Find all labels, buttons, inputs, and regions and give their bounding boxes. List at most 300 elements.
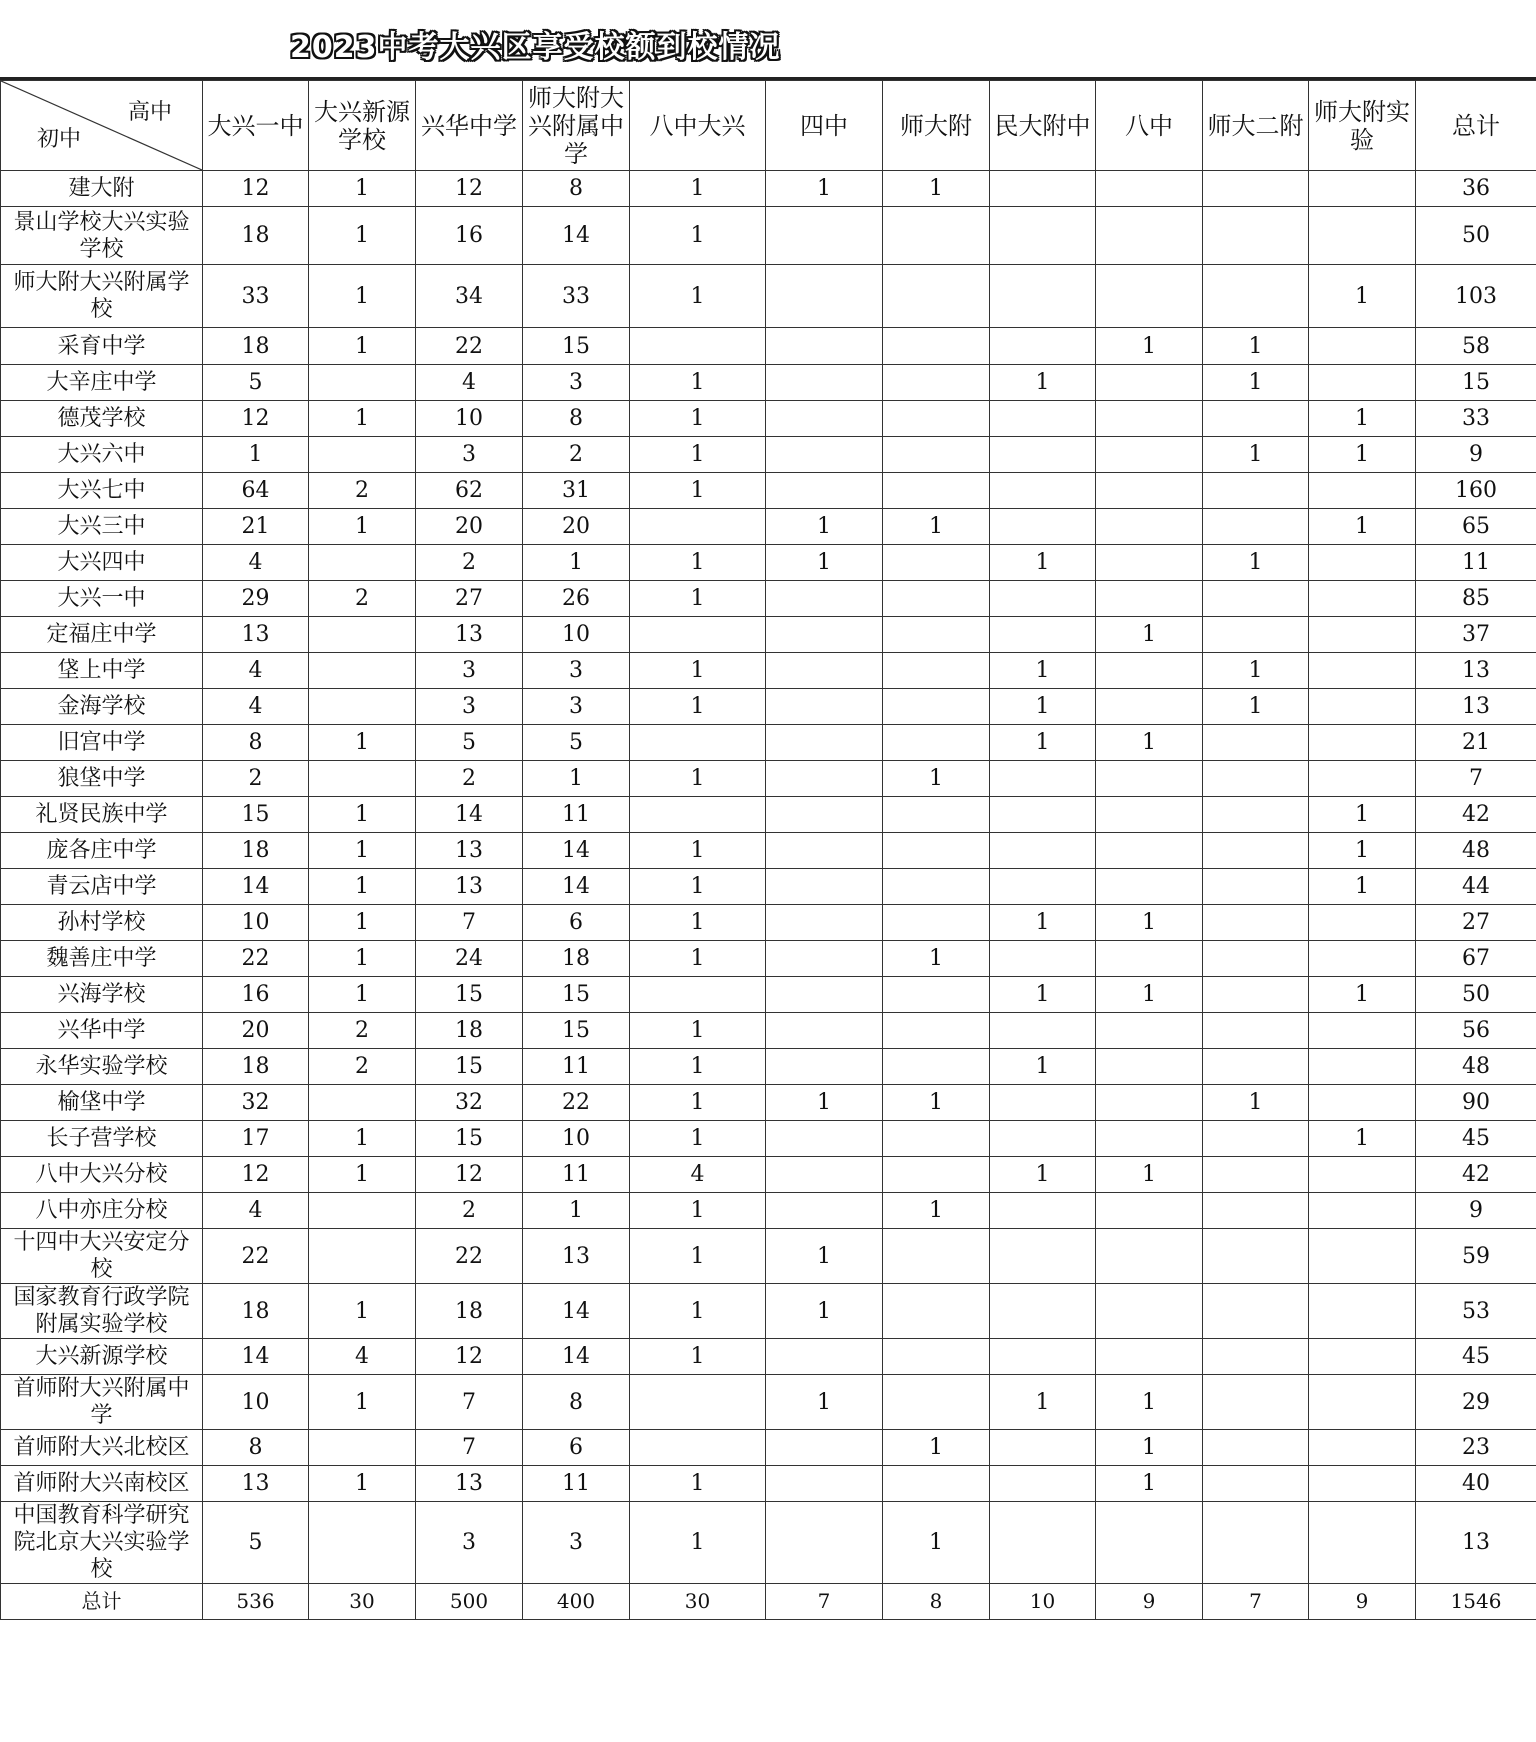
quota-cell bbox=[1203, 509, 1309, 545]
quota-cell: 1 bbox=[630, 941, 766, 977]
quota-cell bbox=[309, 365, 416, 401]
quota-cell: 1 bbox=[630, 1466, 766, 1502]
quota-cell: 2 bbox=[309, 581, 416, 617]
quota-cell: 1 bbox=[309, 328, 416, 365]
quota-cell: 1 bbox=[309, 905, 416, 941]
quota-cell bbox=[883, 1157, 990, 1193]
quota-cell: 1 bbox=[1203, 653, 1309, 689]
quota-cell bbox=[1203, 1502, 1309, 1584]
quota-cell: 1 bbox=[883, 761, 990, 797]
quota-cell: 42 bbox=[1416, 1157, 1536, 1193]
quota-cell bbox=[1096, 265, 1203, 328]
quota-cell: 1 bbox=[630, 833, 766, 869]
table-row bbox=[1, 797, 1536, 833]
quota-cell bbox=[1203, 761, 1309, 797]
quota-cell: 22 bbox=[203, 1229, 309, 1284]
quota-cell: 13 bbox=[1416, 653, 1536, 689]
table-row bbox=[1, 725, 1536, 761]
school-name-cell: 垡上中学 bbox=[1, 653, 203, 689]
quota-cell: 1 bbox=[630, 1049, 766, 1085]
quota-cell: 1 bbox=[990, 545, 1096, 581]
table-row bbox=[1, 653, 1536, 689]
quota-cell bbox=[990, 437, 1096, 473]
quota-cell bbox=[766, 1502, 883, 1584]
quota-cell: 29 bbox=[203, 581, 309, 617]
quota-cell: 14 bbox=[523, 207, 630, 265]
quota-cell bbox=[1309, 653, 1416, 689]
quota-cell bbox=[630, 797, 766, 833]
title-bar bbox=[0, 0, 1536, 80]
quota-cell bbox=[1309, 1502, 1416, 1584]
quota-cell: 1 bbox=[309, 207, 416, 265]
quota-cell bbox=[883, 833, 990, 869]
quota-cell: 50 bbox=[1416, 207, 1536, 265]
quota-cell: 1 bbox=[630, 869, 766, 905]
quota-cell: 6 bbox=[523, 905, 630, 941]
quota-cell bbox=[883, 653, 990, 689]
school-name-cell: 孙村学校 bbox=[1, 905, 203, 941]
quota-cell: 1 bbox=[766, 1284, 883, 1339]
school-name-cell: 大兴新源学校 bbox=[1, 1339, 203, 1375]
quota-cell: 1 bbox=[883, 1502, 990, 1584]
quota-cell bbox=[1203, 725, 1309, 761]
quota-cell: 18 bbox=[203, 1049, 309, 1085]
quota-cell: 1 bbox=[990, 905, 1096, 941]
quota-cell: 4 bbox=[630, 1157, 766, 1193]
quota-cell bbox=[883, 905, 990, 941]
quota-cell: 1 bbox=[630, 545, 766, 581]
quota-cell: 13 bbox=[523, 1229, 630, 1284]
quota-cell: 22 bbox=[523, 1085, 630, 1121]
quota-cell: 3 bbox=[523, 1502, 630, 1584]
quota-cell bbox=[1096, 207, 1203, 265]
table-row bbox=[1, 171, 1536, 207]
school-name-cell: 庞各庄中学 bbox=[1, 833, 203, 869]
table-row bbox=[1, 1430, 1536, 1466]
quota-cell: 1 bbox=[630, 1502, 766, 1584]
quota-cell: 4 bbox=[203, 689, 309, 725]
quota-cell: 1 bbox=[1309, 437, 1416, 473]
school-name-cell: 德茂学校 bbox=[1, 401, 203, 437]
quota-cell: 11 bbox=[523, 1466, 630, 1502]
column-header: 兴华中学 bbox=[416, 81, 523, 171]
quota-cell: 1 bbox=[630, 1193, 766, 1229]
quota-cell bbox=[309, 689, 416, 725]
quota-cell: 1 bbox=[1096, 1375, 1203, 1430]
school-name-cell: 大兴四中 bbox=[1, 545, 203, 581]
quota-cell bbox=[766, 833, 883, 869]
table-row bbox=[1, 473, 1536, 509]
quota-cell: 1 bbox=[630, 689, 766, 725]
quota-cell bbox=[309, 1229, 416, 1284]
quota-cell bbox=[766, 797, 883, 833]
school-name-cell: 大兴六中 bbox=[1, 437, 203, 473]
school-name-cell: 首师附大兴附属中学 bbox=[1, 1375, 203, 1430]
quota-cell bbox=[766, 653, 883, 689]
quota-cell: 1 bbox=[1203, 328, 1309, 365]
quota-cell: 1 bbox=[990, 1157, 1096, 1193]
quota-cell: 65 bbox=[1416, 509, 1536, 545]
quota-cell bbox=[1309, 545, 1416, 581]
quota-cell bbox=[1096, 1229, 1203, 1284]
quota-cell bbox=[309, 1502, 416, 1584]
column-header: 师大附实验 bbox=[1309, 81, 1416, 171]
quota-cell bbox=[766, 1013, 883, 1049]
quota-cell: 15 bbox=[416, 977, 523, 1013]
quota-cell: 22 bbox=[416, 1229, 523, 1284]
quota-cell bbox=[990, 761, 1096, 797]
table-row bbox=[1, 1339, 1536, 1375]
quota-cell: 3 bbox=[523, 653, 630, 689]
quota-cell: 1 bbox=[883, 1193, 990, 1229]
quota-cell: 1 bbox=[883, 941, 990, 977]
quota-cell bbox=[1096, 509, 1203, 545]
quota-cell: 11 bbox=[523, 1157, 630, 1193]
quota-cell: 1 bbox=[766, 509, 883, 545]
quota-cell bbox=[309, 617, 416, 653]
quota-cell: 14 bbox=[203, 1339, 309, 1375]
quota-cell: 1 bbox=[309, 1157, 416, 1193]
quota-cell bbox=[1309, 1013, 1416, 1049]
quota-cell bbox=[883, 1375, 990, 1430]
header-row bbox=[1, 81, 1536, 171]
quota-cell bbox=[1096, 1284, 1203, 1339]
table-row bbox=[1, 509, 1536, 545]
quota-cell bbox=[630, 977, 766, 1013]
quota-cell bbox=[990, 207, 1096, 265]
quota-cell: 21 bbox=[203, 509, 309, 545]
quota-cell bbox=[990, 265, 1096, 328]
quota-cell bbox=[1203, 171, 1309, 207]
quota-cell: 33 bbox=[523, 265, 630, 328]
quota-cell: 33 bbox=[203, 265, 309, 328]
quota-cell: 1 bbox=[766, 1229, 883, 1284]
quota-cell: 12 bbox=[203, 1157, 309, 1193]
quota-cell: 1 bbox=[766, 545, 883, 581]
quota-cell: 1 bbox=[309, 725, 416, 761]
quota-cell: 11 bbox=[523, 1049, 630, 1085]
quota-cell: 1 bbox=[1096, 617, 1203, 653]
total-cell: 9 bbox=[1096, 1584, 1203, 1620]
quota-cell: 1 bbox=[630, 1339, 766, 1375]
column-header: 民大附中 bbox=[990, 81, 1096, 171]
quota-cell bbox=[990, 581, 1096, 617]
quota-cell: 1 bbox=[309, 977, 416, 1013]
quota-cell: 1 bbox=[1309, 977, 1416, 1013]
quota-cell bbox=[1309, 1466, 1416, 1502]
quota-cell: 5 bbox=[416, 725, 523, 761]
quota-cell bbox=[990, 1193, 1096, 1229]
quota-cell: 10 bbox=[203, 905, 309, 941]
quota-cell bbox=[1309, 581, 1416, 617]
quota-cell: 9 bbox=[1416, 1193, 1536, 1229]
quota-cell: 1 bbox=[309, 265, 416, 328]
quota-cell bbox=[990, 869, 1096, 905]
quota-cell: 15 bbox=[416, 1121, 523, 1157]
quota-cell: 18 bbox=[203, 207, 309, 265]
quota-cell bbox=[1096, 1085, 1203, 1121]
quota-cell bbox=[766, 207, 883, 265]
quota-cell bbox=[990, 509, 1096, 545]
table-body bbox=[1, 171, 1536, 1620]
quota-cell: 1 bbox=[630, 1229, 766, 1284]
quota-cell bbox=[1203, 1375, 1309, 1430]
quota-cell: 8 bbox=[523, 171, 630, 207]
quota-cell: 2 bbox=[309, 473, 416, 509]
quota-cell: 1 bbox=[309, 509, 416, 545]
quota-cell bbox=[1309, 473, 1416, 509]
quota-cell: 33 bbox=[1416, 401, 1536, 437]
quota-cell bbox=[1096, 171, 1203, 207]
quota-cell bbox=[766, 761, 883, 797]
table-row bbox=[1, 1375, 1536, 1430]
quota-cell bbox=[1096, 689, 1203, 725]
quota-cell: 67 bbox=[1416, 941, 1536, 977]
quota-cell: 1 bbox=[1096, 1430, 1203, 1466]
column-header: 四中 bbox=[766, 81, 883, 171]
quota-cell bbox=[309, 653, 416, 689]
school-name-cell: 旧宫中学 bbox=[1, 725, 203, 761]
quota-cell bbox=[883, 869, 990, 905]
quota-cell: 1 bbox=[1203, 689, 1309, 725]
quota-cell bbox=[883, 265, 990, 328]
quota-cell bbox=[1309, 171, 1416, 207]
school-name-cell: 狼垡中学 bbox=[1, 761, 203, 797]
quota-cell: 3 bbox=[416, 689, 523, 725]
quota-cell: 32 bbox=[416, 1085, 523, 1121]
quota-cell bbox=[766, 1466, 883, 1502]
quota-cell: 1 bbox=[1203, 437, 1309, 473]
total-cell: 500 bbox=[416, 1584, 523, 1620]
table-row bbox=[1, 941, 1536, 977]
school-name-cell: 景山学校大兴实验学校 bbox=[1, 207, 203, 265]
quota-cell bbox=[990, 1502, 1096, 1584]
table-row bbox=[1, 581, 1536, 617]
quota-cell: 3 bbox=[523, 689, 630, 725]
quota-cell bbox=[883, 725, 990, 761]
quota-cell: 1 bbox=[630, 761, 766, 797]
quota-cell: 6 bbox=[523, 1430, 630, 1466]
quota-cell bbox=[990, 617, 1096, 653]
quota-cell: 40 bbox=[1416, 1466, 1536, 1502]
quota-cell: 1 bbox=[630, 401, 766, 437]
quota-cell: 1 bbox=[630, 1121, 766, 1157]
column-header: 师大附 bbox=[883, 81, 990, 171]
table-row bbox=[1, 265, 1536, 328]
quota-cell bbox=[309, 437, 416, 473]
quota-cell bbox=[309, 1193, 416, 1229]
column-header: 师大二附 bbox=[1203, 81, 1309, 171]
quota-cell: 2 bbox=[523, 437, 630, 473]
quota-cell bbox=[630, 1430, 766, 1466]
quota-cell: 59 bbox=[1416, 1229, 1536, 1284]
quota-cell: 32 bbox=[203, 1085, 309, 1121]
quota-cell: 34 bbox=[416, 265, 523, 328]
quota-cell bbox=[990, 401, 1096, 437]
quota-cell: 1 bbox=[1309, 401, 1416, 437]
quota-cell bbox=[1096, 365, 1203, 401]
table-row bbox=[1, 977, 1536, 1013]
quota-cell: 50 bbox=[1416, 977, 1536, 1013]
quota-cell: 26 bbox=[523, 581, 630, 617]
quota-cell bbox=[1309, 207, 1416, 265]
quota-cell bbox=[1309, 1229, 1416, 1284]
quota-cell bbox=[1203, 977, 1309, 1013]
table-row bbox=[1, 1284, 1536, 1339]
quota-cell bbox=[766, 617, 883, 653]
quota-cell bbox=[883, 473, 990, 509]
quota-cell: 64 bbox=[203, 473, 309, 509]
quota-cell: 48 bbox=[1416, 1049, 1536, 1085]
quota-cell bbox=[1309, 1157, 1416, 1193]
quota-cell: 1 bbox=[1309, 1121, 1416, 1157]
school-name-cell: 礼贤民族中学 bbox=[1, 797, 203, 833]
quota-cell: 21 bbox=[1416, 725, 1536, 761]
corner-header bbox=[1, 81, 203, 171]
quota-cell bbox=[883, 617, 990, 653]
total-cell: 400 bbox=[523, 1584, 630, 1620]
quota-cell bbox=[883, 401, 990, 437]
quota-cell: 1 bbox=[1309, 833, 1416, 869]
total-row bbox=[1, 1584, 1536, 1620]
quota-cell bbox=[990, 473, 1096, 509]
school-name-cell: 中国教育科学研究院北京大兴实验学校 bbox=[1, 1502, 203, 1584]
quota-cell: 8 bbox=[523, 1375, 630, 1430]
quota-cell: 1 bbox=[309, 1466, 416, 1502]
quota-cell bbox=[766, 437, 883, 473]
quota-cell: 1 bbox=[630, 473, 766, 509]
quota-cell bbox=[1203, 401, 1309, 437]
quota-cell bbox=[1096, 833, 1203, 869]
quota-cell bbox=[766, 1121, 883, 1157]
quota-cell: 14 bbox=[523, 1284, 630, 1339]
quota-cell: 20 bbox=[416, 509, 523, 545]
quota-cell: 18 bbox=[203, 833, 309, 869]
quota-cell: 13 bbox=[203, 1466, 309, 1502]
quota-cell: 36 bbox=[1416, 171, 1536, 207]
quota-cell: 5 bbox=[523, 725, 630, 761]
total-cell: 1546 bbox=[1416, 1584, 1536, 1620]
quota-cell: 2 bbox=[203, 761, 309, 797]
quota-cell: 1 bbox=[1096, 905, 1203, 941]
quota-cell bbox=[883, 1229, 990, 1284]
table-row bbox=[1, 1229, 1536, 1284]
school-name-cell: 十四中大兴安定分校 bbox=[1, 1229, 203, 1284]
quota-cell bbox=[1203, 1121, 1309, 1157]
quota-cell: 9 bbox=[1416, 437, 1536, 473]
total-cell: 10 bbox=[990, 1584, 1096, 1620]
quota-cell bbox=[883, 437, 990, 473]
column-header: 师大附大兴附属中学 bbox=[523, 81, 630, 171]
quota-cell: 1 bbox=[630, 437, 766, 473]
quota-cell bbox=[883, 977, 990, 1013]
quota-cell bbox=[1096, 473, 1203, 509]
quota-cell bbox=[766, 1193, 883, 1229]
quota-cell bbox=[990, 1284, 1096, 1339]
quota-cell: 7 bbox=[416, 905, 523, 941]
quota-cell: 20 bbox=[203, 1013, 309, 1049]
quota-cell: 14 bbox=[523, 869, 630, 905]
quota-cell: 31 bbox=[523, 473, 630, 509]
quota-cell: 1 bbox=[766, 171, 883, 207]
column-header: 总计 bbox=[1416, 81, 1536, 171]
quota-cell: 1 bbox=[630, 1284, 766, 1339]
quota-cell bbox=[1096, 761, 1203, 797]
quota-cell bbox=[1203, 1339, 1309, 1375]
quota-cell bbox=[883, 581, 990, 617]
school-name-cell: 兴海学校 bbox=[1, 977, 203, 1013]
page-title: 2023中考大兴区享受校额到校情况 bbox=[290, 30, 781, 65]
quota-cell bbox=[1096, 1013, 1203, 1049]
quota-cell bbox=[766, 1339, 883, 1375]
total-cell: 536 bbox=[203, 1584, 309, 1620]
quota-cell bbox=[883, 1013, 990, 1049]
quota-cell: 15 bbox=[523, 328, 630, 365]
quota-cell bbox=[1309, 1049, 1416, 1085]
table-row bbox=[1, 761, 1536, 797]
quota-cell: 1 bbox=[1309, 869, 1416, 905]
quota-cell bbox=[990, 1121, 1096, 1157]
quota-cell: 15 bbox=[1416, 365, 1536, 401]
quota-cell: 37 bbox=[1416, 617, 1536, 653]
quota-cell: 2 bbox=[416, 545, 523, 581]
quota-cell bbox=[990, 833, 1096, 869]
total-cell: 30 bbox=[630, 1584, 766, 1620]
school-name-cell: 八中亦庄分校 bbox=[1, 1193, 203, 1229]
quota-cell bbox=[1309, 725, 1416, 761]
school-name-cell: 大兴三中 bbox=[1, 509, 203, 545]
quota-cell bbox=[1309, 905, 1416, 941]
quota-cell: 8 bbox=[203, 1430, 309, 1466]
quota-cell: 1 bbox=[309, 1284, 416, 1339]
table-row bbox=[1, 1013, 1536, 1049]
quota-cell: 1 bbox=[1096, 977, 1203, 1013]
quota-cell: 8 bbox=[523, 401, 630, 437]
school-name-cell: 采育中学 bbox=[1, 328, 203, 365]
quota-cell bbox=[309, 1085, 416, 1121]
quota-cell: 12 bbox=[416, 1339, 523, 1375]
quota-cell: 1 bbox=[309, 941, 416, 977]
quota-cell: 13 bbox=[416, 833, 523, 869]
quota-cell bbox=[1203, 869, 1309, 905]
quota-cell: 48 bbox=[1416, 833, 1536, 869]
quota-cell bbox=[1309, 689, 1416, 725]
quota-cell bbox=[990, 1085, 1096, 1121]
quota-cell: 1 bbox=[1203, 545, 1309, 581]
quota-cell: 2 bbox=[416, 1193, 523, 1229]
quota-cell: 17 bbox=[203, 1121, 309, 1157]
quota-cell bbox=[1309, 328, 1416, 365]
quota-cell bbox=[630, 509, 766, 545]
quota-cell: 53 bbox=[1416, 1284, 1536, 1339]
quota-cell bbox=[990, 941, 1096, 977]
quota-cell: 1 bbox=[1203, 365, 1309, 401]
quota-cell bbox=[883, 1049, 990, 1085]
quota-cell: 1 bbox=[990, 977, 1096, 1013]
quota-cell bbox=[1096, 1339, 1203, 1375]
quota-cell bbox=[883, 365, 990, 401]
quota-cell: 1 bbox=[766, 1085, 883, 1121]
quota-cell bbox=[1096, 1121, 1203, 1157]
quota-cell: 1 bbox=[990, 725, 1096, 761]
quota-cell bbox=[766, 689, 883, 725]
school-name-cell: 永华实验学校 bbox=[1, 1049, 203, 1085]
quota-cell: 4 bbox=[203, 653, 309, 689]
corner-high-school-label: 高中 bbox=[127, 100, 172, 125]
total-cell: 9 bbox=[1309, 1584, 1416, 1620]
quota-cell: 1 bbox=[203, 437, 309, 473]
quota-cell bbox=[883, 328, 990, 365]
